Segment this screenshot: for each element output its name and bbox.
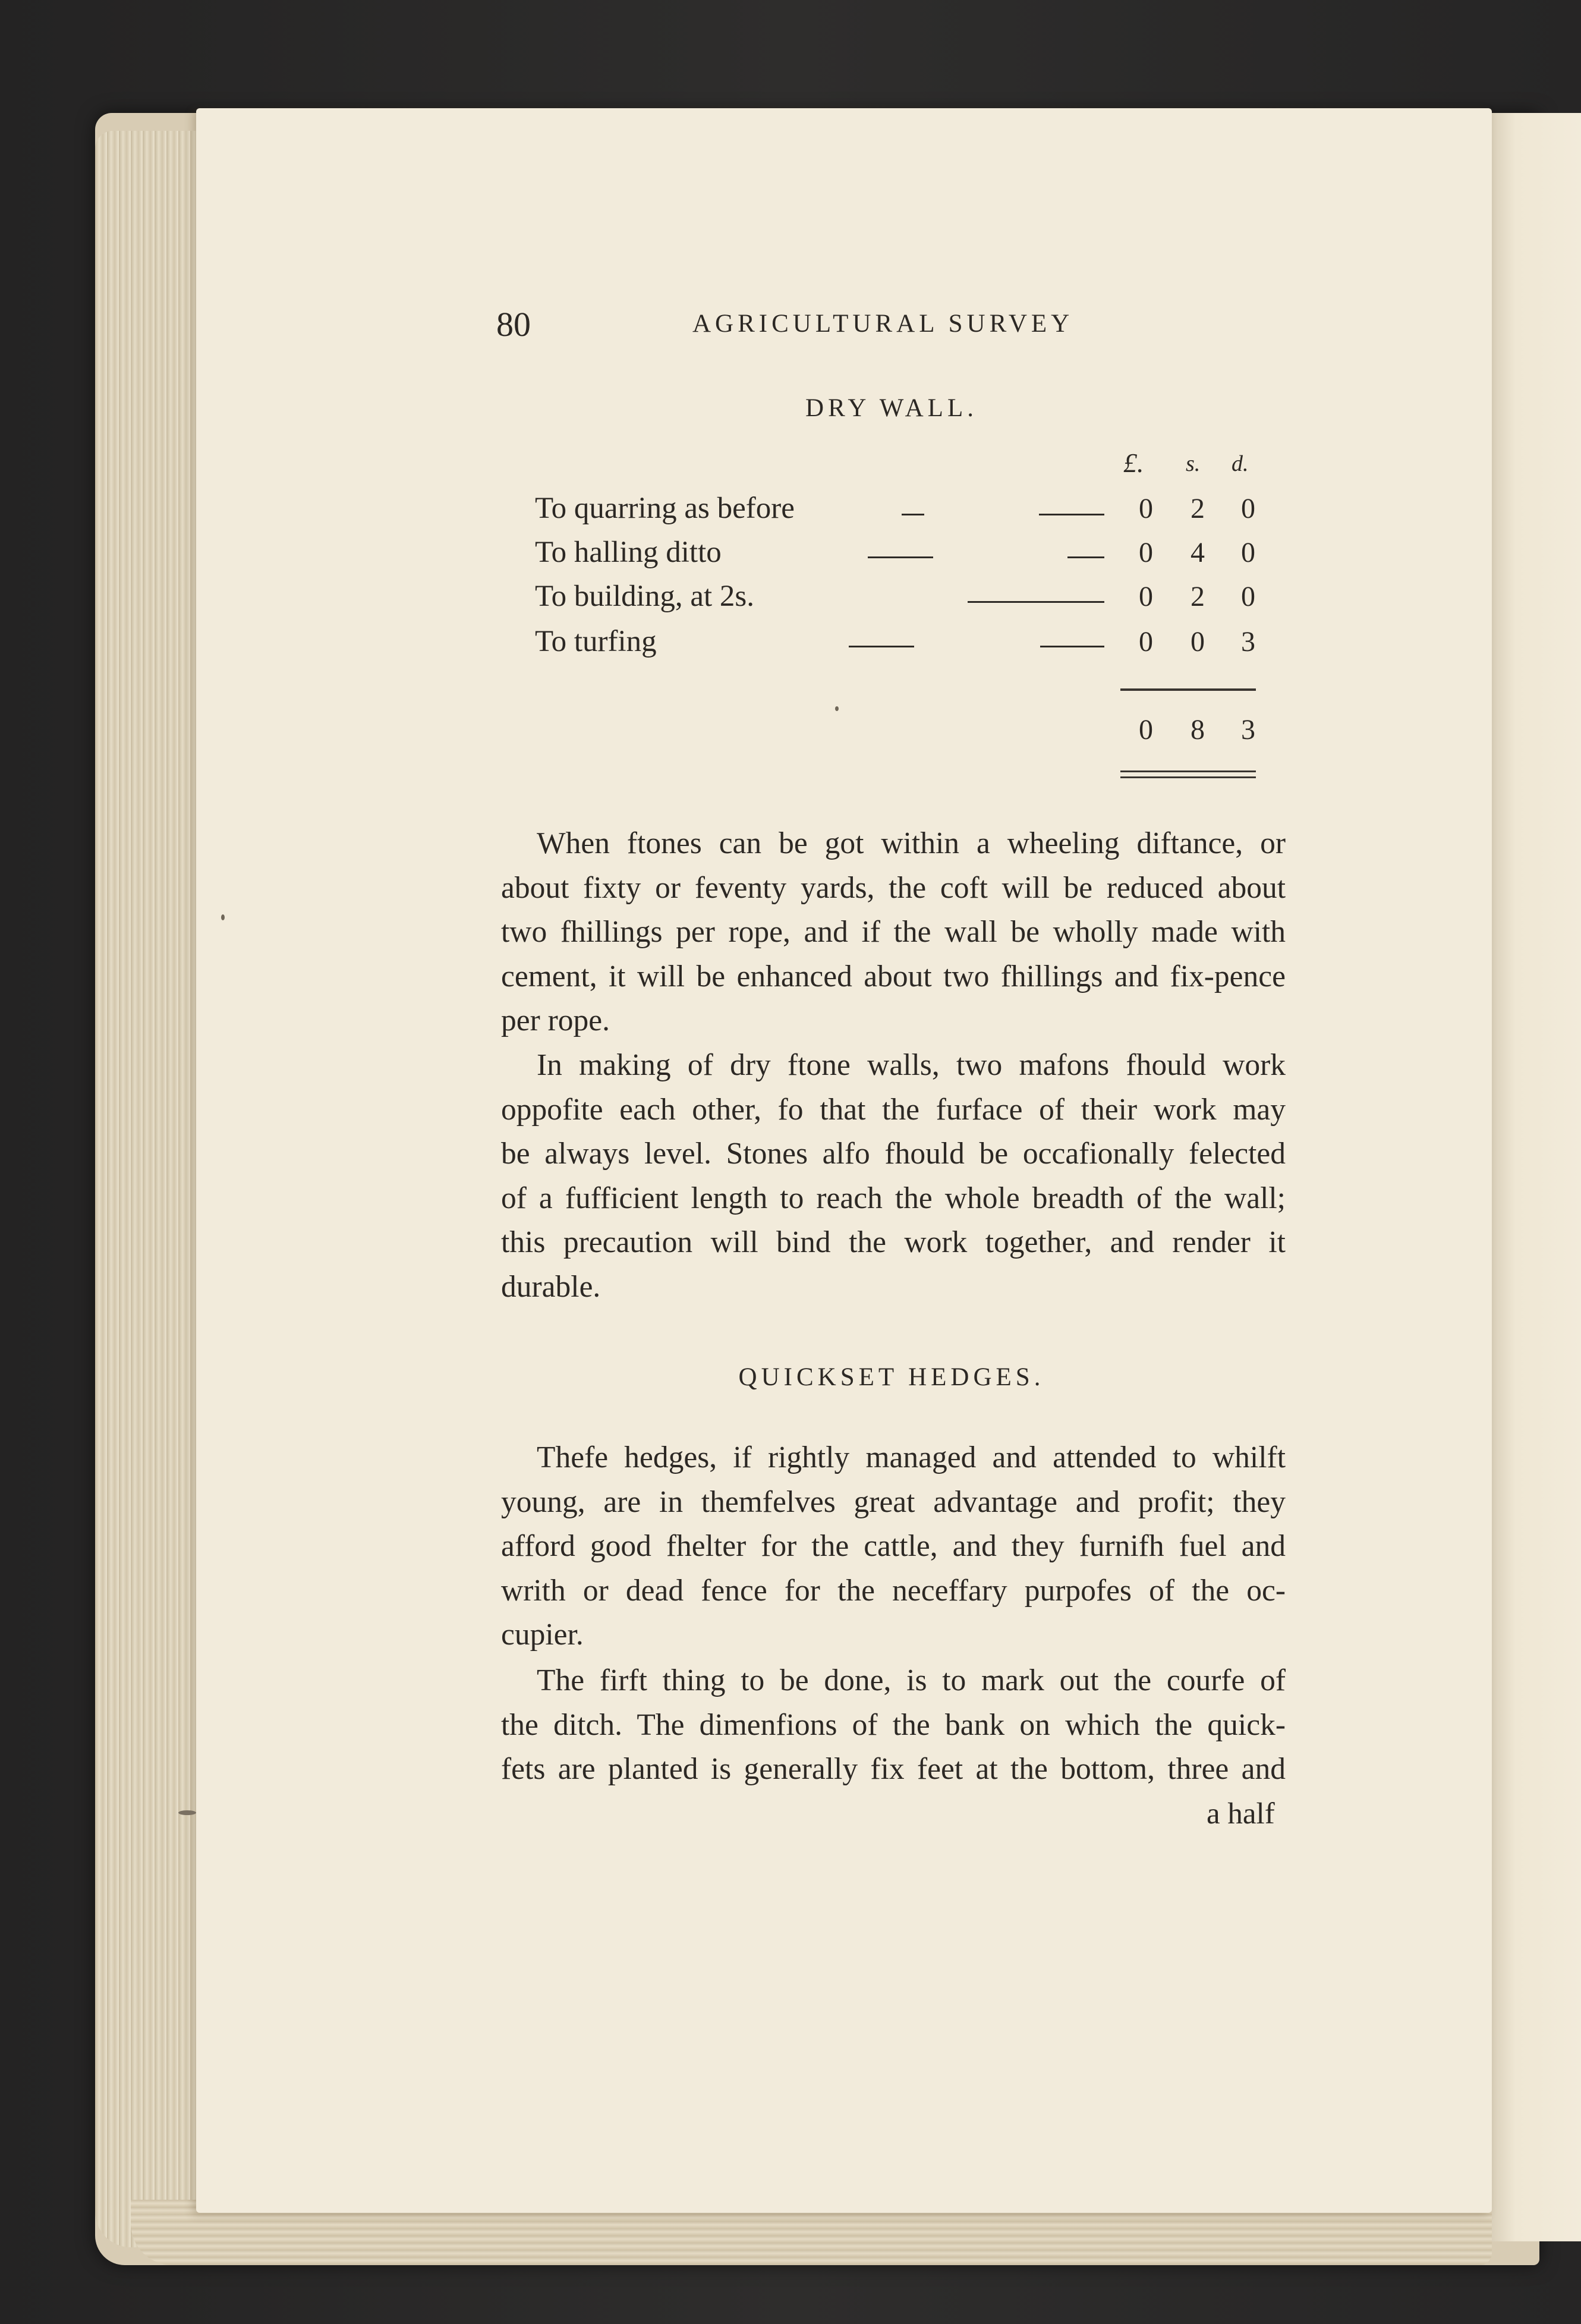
paper-speck <box>835 706 839 711</box>
catchword: a half <box>1207 1797 1275 1831</box>
text-line: In making of dry ftone walls, two mafons fhould work <box>537 1048 1286 1082</box>
leader-dash <box>1067 556 1104 558</box>
pounds-value: 0 <box>1139 537 1153 568</box>
total-row <box>535 712 1284 754</box>
shillings-value: 2 <box>1191 493 1205 524</box>
paragraph-dry-stone-walls <box>501 1043 1286 1309</box>
pence-header: d. <box>1232 451 1249 476</box>
pounds-value: 0 <box>1139 493 1153 524</box>
text-line: about fixty or feventy yards, the coft will be reduced about <box>501 870 1286 905</box>
leader-dash <box>849 646 914 647</box>
pounds-value: 0 <box>1139 581 1153 612</box>
running-head <box>496 304 1287 346</box>
cost-row <box>535 491 1284 533</box>
leader-dash <box>1039 514 1104 515</box>
pounds-header: £. <box>1123 448 1144 478</box>
paper-speck <box>221 914 225 920</box>
section-heading-dry-wall: DRY WALL. <box>805 394 978 422</box>
text-line: per rope. <box>501 1004 610 1037</box>
text-line: young, are in themfelves great advantage and profit; they <box>501 1485 1286 1519</box>
leader-dash <box>868 556 933 558</box>
pence-value: 0 <box>1241 581 1255 612</box>
text-line: writh or dead fence for the neceffary purpofes of the oc- <box>501 1573 1286 1608</box>
shillings-value: 2 <box>1191 581 1205 612</box>
cost-row-label: To turfing <box>535 625 657 658</box>
text-line: afford good fhelter for the cattle, and they furnifh fuel and <box>501 1529 1286 1563</box>
total-shillings: 8 <box>1191 714 1205 746</box>
shillings-header: s. <box>1186 451 1201 476</box>
paragraph-ditch-course <box>501 1659 1286 1792</box>
running-title: AGRICULTURAL SURVEY <box>692 310 1074 338</box>
section-heading-quickset-hedges: QUICKSET HEDGES. <box>738 1363 1045 1391</box>
leader-dash <box>902 514 924 515</box>
leader-dash <box>968 601 1104 603</box>
pence-value: 0 <box>1241 537 1255 568</box>
text-line: Thefe hedges, if rightly managed and attended to whilft <box>537 1441 1286 1474</box>
text-line: two fhillings per rope, and if the wall be wholly made with <box>501 915 1286 949</box>
text-line: When ftones can be got within a wheeling diftance, or <box>537 826 1286 860</box>
text-line: The firft thing to be done, is to mark out the courfe of <box>537 1663 1286 1697</box>
text-line: cupier. <box>501 1618 584 1652</box>
cost-row <box>535 535 1284 577</box>
paper-speck <box>178 1810 196 1815</box>
shillings-value: 4 <box>1191 537 1205 568</box>
pence-value: 0 <box>1241 493 1255 524</box>
text-line: this precaution will bind the work together, and render it <box>501 1225 1286 1259</box>
shillings-value: 0 <box>1191 626 1205 658</box>
cost-row <box>535 624 1284 666</box>
cost-row-label: To building, at 2s. <box>535 580 755 613</box>
text-line: be always level. Stones alfo fhould be occafionally felected <box>501 1137 1286 1171</box>
text-line: of a fufficient length to reach the whole breadth of the wall; <box>501 1181 1286 1215</box>
page-number: 80 <box>496 305 531 344</box>
text-line: durable. <box>501 1269 601 1304</box>
text-line: oppofite each other, fo that the furface of their work may <box>501 1092 1286 1127</box>
cost-row-label: To halling ditto <box>535 536 722 569</box>
paragraph-stone-distance <box>501 822 1286 1043</box>
double-rule-bottom <box>1120 776 1256 778</box>
text-line: cement, it will be enhanced about two fhillings and fix-pence <box>501 959 1286 993</box>
pence-value: 3 <box>1241 626 1255 658</box>
leader-dash <box>1040 646 1104 647</box>
sum-rule <box>1120 688 1256 691</box>
pounds-value: 0 <box>1139 626 1153 658</box>
text-line: the ditch. The dimenfions of the bank on which the quick- <box>501 1707 1286 1742</box>
text-line: fets are planted is generally fix feet at the bottom, three and <box>501 1752 1286 1786</box>
double-rule-top <box>1120 771 1256 772</box>
cost-row-label: To quarring as before <box>535 492 795 525</box>
paragraph-hedges-benefits <box>501 1436 1286 1658</box>
total-pounds: 0 <box>1139 714 1153 746</box>
total-pence: 3 <box>1241 714 1255 746</box>
cost-row <box>535 579 1284 621</box>
